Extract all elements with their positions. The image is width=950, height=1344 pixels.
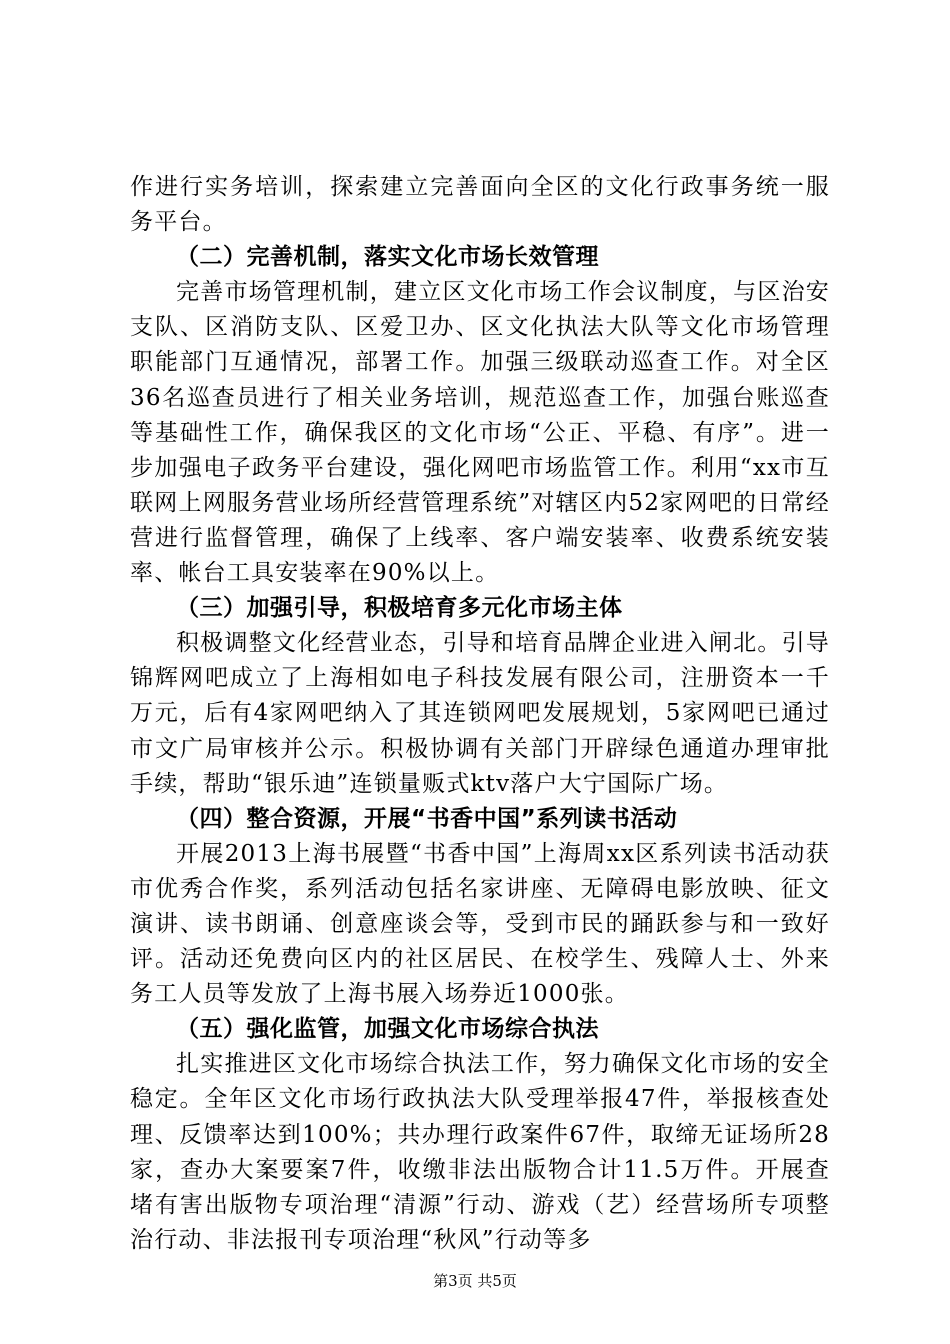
section-heading-5: （五）强化监管，加强文化市场综合执法 bbox=[176, 1016, 599, 1043]
document-body bbox=[130, 170, 830, 1258]
section-paragraph-5: 扎实推进区文化市场综合执法工作，努力确保文化市场的安全稳定。全年区文化市场行政执法大队受理举报47件，举报核查处理、反馈率达到100%；共办理行政案件67件，取缔无证场所28家，查办大案要案7件，收缴非法出版物合计11.5万件。开展查堵有害出版物专项治理“清源”行动、游戏（艺）经营场所专项整治行动、非法报刊专项治理“秋风”行动等多 bbox=[130, 1051, 830, 1253]
section-heading-4: （四）整合资源，开展“书香中国”系列读书活动 bbox=[176, 805, 678, 832]
section-heading-2: （二）完善机制，落实文化市场长效管理 bbox=[176, 244, 599, 271]
section-paragraph-4: 开展2013上海书展暨“书香中国”上海周xx区系列读书活动获市优秀合作奖，系列活动包括名家讲座、无障碍电影放映、征文演讲、读书朗诵、创意座谈会等，受到市民的踊跃参与和一致好评。活动还免费向区内的社区居民、在校学生、残障人士、外来务工人员等发放了上海书展入场券近1000张。 bbox=[130, 840, 830, 1008]
section-paragraph-3: 积极调整文化经营业态，引导和培育品牌企业进入闸北。引导锦辉网吧成立了上海相如电子科技发展有限公司，注册资本一千万元，后有4家网吧纳入了其连锁网吧发展规划，5家网吧已通过市文广局审核并公示。积极协调有关部门开辟绿色通道办理审批手续，帮助“银乐迪”连锁量贩式ktv落户大宁国际广场。 bbox=[130, 630, 830, 797]
section-paragraph-2: 完善市场管理机制，建立区文化市场工作会议制度，与区治安支队、区消防支队、区爱卫办、区文化执法大队等文化市场管理职能部门互通情况，部署工作。加强三级联动巡查工作。对全区36名巡查员进行了相关业务培训，规范巡查工作，加强台账巡查等基础性工作，确保我区的文化市场“公正、平稳、有序”。进一步加强电子政务平台建设，强化网吧市场监管工作。利用“xx市互联网上网服务营业场所经营管理系统”对辖区内52家网吧的日常经营进行监督管理，确保了上线率、客户端安装率、收费系统安装率、帐台工具安装率在90%以上。 bbox=[130, 279, 830, 587]
page-number: 第3页 共5页 bbox=[433, 1272, 517, 1290]
intro-paragraph: 作进行实务培训，探索建立完善面向全区的文化行政事务统一服务平台。 bbox=[130, 174, 830, 236]
section-heading-3: （三）加强引导，积极培育多元化市场主体 bbox=[176, 595, 623, 622]
